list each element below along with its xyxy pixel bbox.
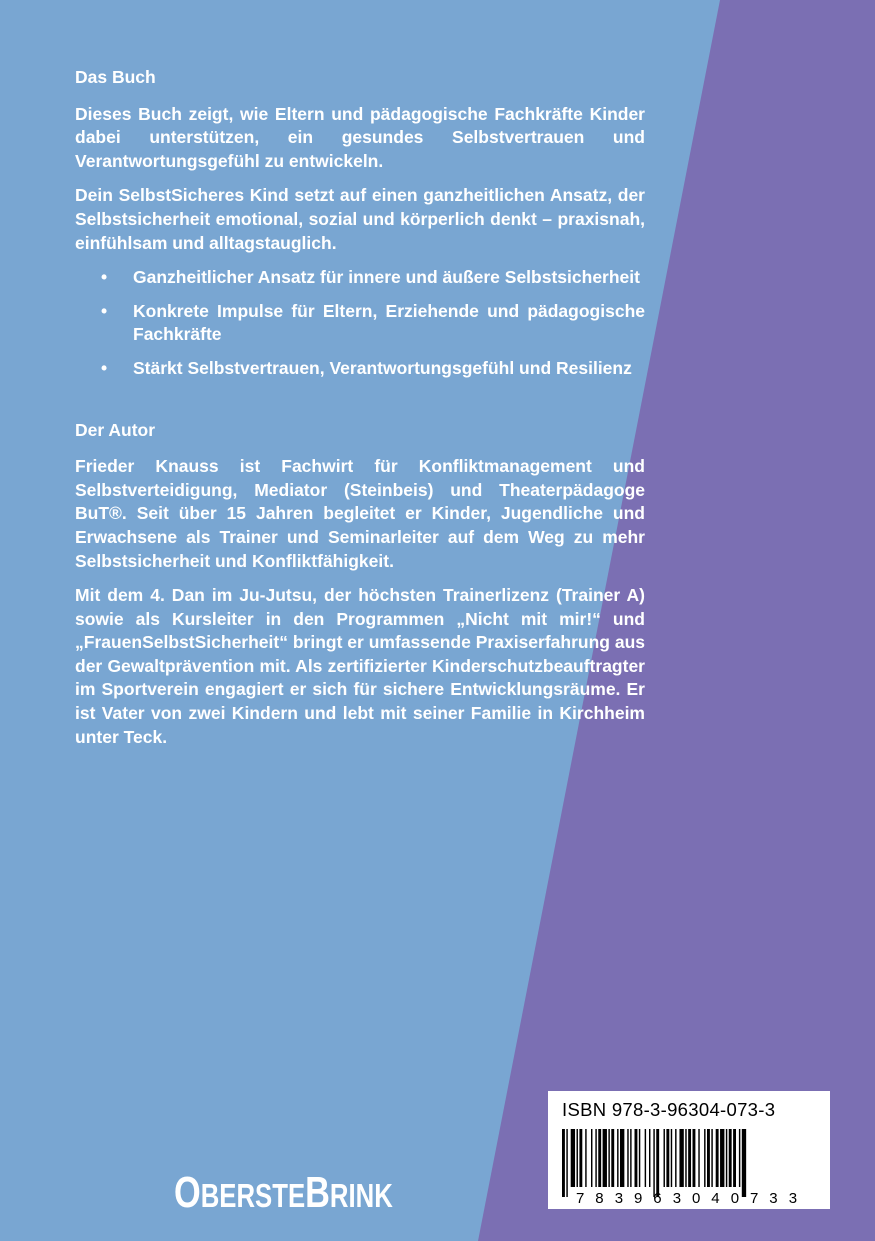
barcode-bar	[577, 1129, 578, 1187]
barcode-bar	[562, 1129, 565, 1197]
barcode-bar	[627, 1129, 628, 1187]
barcode-bar	[707, 1129, 710, 1187]
book-description-2: Dein SelbstSicheres Kind setzt auf einen ganzheitlichen Ansatz, der Selbstsicherheit emotional, sozial und körperlich denkt – praxisnah, einfühlsam und alltagstauglich.	[75, 185, 645, 253]
barcode-bar	[585, 1129, 586, 1187]
isbn-barcode-box	[548, 1091, 830, 1209]
barcode-bar	[733, 1129, 736, 1187]
barcode-bar	[711, 1129, 712, 1187]
barcode-bar	[698, 1129, 699, 1187]
barcode-bar	[720, 1129, 724, 1187]
barcode-bar	[645, 1129, 646, 1187]
bullet-icon: •	[101, 267, 108, 288]
barcode-bar	[729, 1129, 732, 1187]
logo-letters: BERSTE	[200, 1177, 306, 1214]
barcode-bar	[671, 1129, 672, 1187]
barcode-bar	[653, 1129, 654, 1197]
feature-item: • Stärkt Selbstvertrauen, Verantwortungsgefühl und Resilienz	[75, 357, 645, 381]
barcode-bar	[664, 1129, 665, 1187]
barcode-bar	[679, 1129, 683, 1187]
barcode-bar	[704, 1129, 705, 1187]
feature-list	[75, 266, 645, 380]
barcode-bar	[591, 1129, 592, 1187]
barcode-digit: 6	[653, 1190, 662, 1205]
back-cover-text	[75, 66, 645, 760]
barcode-bar	[675, 1129, 676, 1187]
barcode-bar	[649, 1129, 650, 1187]
barcode-bar	[716, 1129, 719, 1187]
logo-letter: O	[174, 1168, 201, 1217]
barcode-bar	[603, 1129, 607, 1187]
barcode-digit: 7	[750, 1190, 759, 1205]
barcode-bar	[666, 1129, 669, 1187]
barcode-digit: 4	[711, 1190, 720, 1205]
barcode-bar	[739, 1129, 740, 1187]
author-bio-2: Mit dem 4. Dan im Ju-Jutsu, der höchsten Trainerlizenz (Trainer A) sowie als Kursleiter in den Programmen „Nicht mit mir!“ und „FrauenSelbstSicherheit“ bringt er umfassende Praxiserfahrung aus der Gewaltprävention mit. Als zertifizierter Kinderschutzbeauftragter im Sportverein engagiert er sich für sichere Entwicklungsräume. Er ist Vater von zwei Kindern und lebt mit seiner Familie in Kirchheim unter Teck.	[75, 585, 645, 747]
barcode-bar	[639, 1129, 640, 1187]
barcode-bar	[688, 1129, 691, 1187]
feature-item: • Konkrete Impulse für Eltern, Erziehende und pädagogische Fachkräfte	[101, 300, 645, 345]
author-section	[75, 419, 645, 750]
barcode-bar	[571, 1129, 575, 1187]
barcode-bar	[608, 1129, 609, 1187]
bullet-icon: •	[101, 357, 108, 378]
barcode-bar	[742, 1129, 746, 1197]
barcode-bar	[630, 1129, 631, 1187]
barcode-bar	[620, 1129, 624, 1187]
barcode-bar	[579, 1129, 582, 1187]
barcode	[562, 1127, 818, 1205]
book-description-1: Dieses Buch zeigt, wie Eltern und pädagogische Fachkräfte Kinder dabei unterstützen, ein gesundes Selbstvertrauen und Verantwortungsgefühl zu entwickeln.	[75, 103, 645, 171]
barcode-digit: 3	[769, 1190, 778, 1205]
feature-item: • Ganzheitlicher Ansatz für innere und äußere Selbstsicherheit	[75, 266, 645, 290]
logo-letters: RINK	[329, 1177, 393, 1214]
section-heading-author: Der Autor	[75, 419, 156, 440]
barcode-bar	[595, 1129, 596, 1187]
barcode-bar	[635, 1129, 638, 1187]
barcode-digit: 0	[730, 1190, 740, 1205]
isbn-label: ISBN 978-3-96304-073-3	[562, 1099, 776, 1120]
barcode-digit: 9	[634, 1190, 643, 1205]
barcode-bar	[598, 1129, 601, 1187]
section-heading-book: Das Buch	[75, 67, 156, 87]
author-bio-1: Frieder Knauss ist Fachwirt für Konfliktmanagement und Selbstverteidigung, Mediator (Steinbeis) und Theaterpädagoge BuT®. Seit über 15 Jahren begleitet er Kinder, Jugendliche und Erwachsene als Trainer und Seminarleiter auf dem Weg zu mehr Selbstsicherheit und Konfliktfähigkeit.	[75, 456, 645, 571]
barcode-digit: 0	[692, 1190, 701, 1205]
barcode-bar	[685, 1129, 686, 1187]
barcode-bar	[566, 1129, 567, 1197]
bullet-icon: •	[101, 300, 108, 321]
barcode-bar	[693, 1129, 696, 1187]
barcode-bar	[617, 1129, 618, 1187]
barcode-digit: 3	[614, 1190, 624, 1205]
barcode-bar	[656, 1129, 659, 1197]
barcode-bar	[726, 1129, 727, 1187]
publisher-logo	[174, 1168, 393, 1221]
barcode-digit: 3	[672, 1190, 682, 1205]
barcode-digit: 7	[576, 1190, 585, 1205]
barcode-digit: 3	[788, 1190, 798, 1205]
barcode-bar	[611, 1129, 614, 1187]
logo-letter: B	[305, 1168, 330, 1217]
barcode-digit: 8	[595, 1190, 604, 1205]
